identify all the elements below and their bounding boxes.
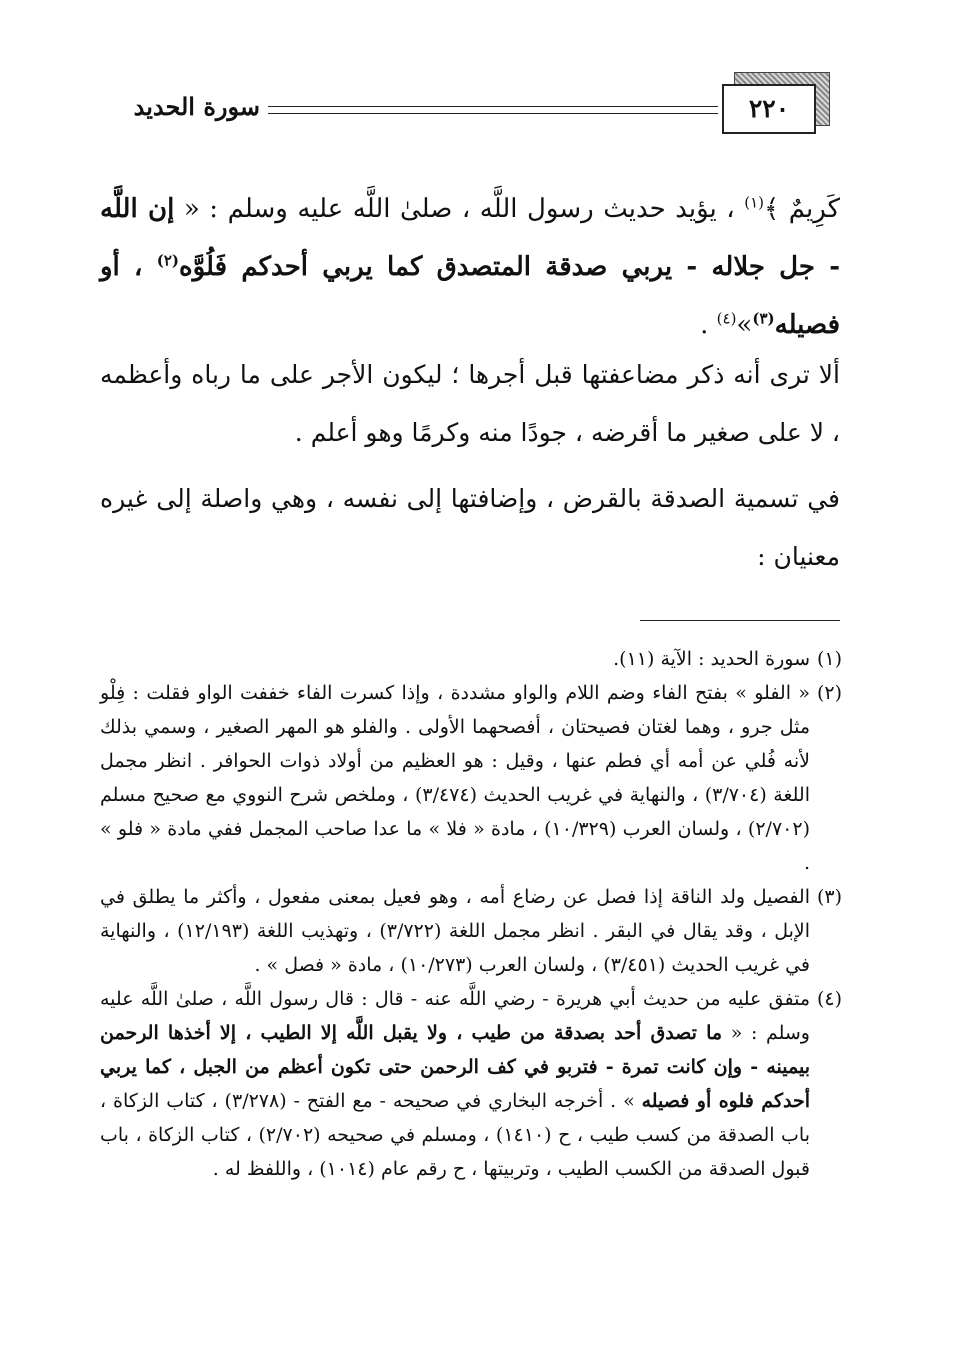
quran-bracket: ﴾ — [763, 194, 789, 224]
footnote-1 — [100, 642, 842, 676]
hadith-text: إن اللَّه - جل جلاله - يربي صدقة المتصدق كما يربي أحدكم فَلُوَّه — [100, 194, 840, 282]
surah-title: سورة الحديد — [133, 92, 260, 121]
footnote-text: متفق عليه من حديث أبي هريرة - رضي اللَّه عنه - قال : قال رسول اللَّه ، صلىٰ اللَّه عليه وسلم : « — [100, 988, 810, 1044]
footnote-ref-2: (٢) — [156, 251, 179, 270]
text-run: ، — [119, 252, 157, 282]
footnote-number: (٢) — [816, 682, 842, 704]
body-paragraph-1 — [100, 180, 840, 354]
footnote-3 — [100, 880, 842, 982]
footnote-2 — [100, 676, 842, 880]
text-run: . — [700, 310, 717, 340]
footnote-number: (٣) — [816, 886, 842, 908]
footnote-4 — [100, 982, 842, 1186]
footnote-text: » . أخرجه البخاري في صحيحه - مع الفتح - (٣/٢٧٨) ، كتاب الزكاة ، باب الصدقة من كسب طيب ، ح (١٤١٠) ، ومسلم في صحيحه (٢/٧٠٢) ، كتاب الزكاة ، باب قبول الصدقة من الكسب الطيب ، وتربيتها ، ح رقم عام (١٠١٤) ، واللفظ له . — [100, 1090, 810, 1180]
footnote-text: « الفلو » بفتح الفاء وضم اللام والواو مشددة ، وإذا كسرت الفاء خففت الواو فقلت : فِلْو مثل جرو ، وهما لغتان فصيحتان ، أفصحهما الأولى . والفلو هو المهر الصغير ، وسمي بذلك لأنه فُلي عن أمه أي فطم عنها ، وقيل : هو العظيم من أولاد ذوات الحوافر . انظر مجمل اللغة (٣/٧٠٤) ، والنهاية في غريب الحديث (٣/٤٧٤) ، وملخص شرح النووي مع صحيح مسلم (٢/٧٠٢) ، ولسان العرب (١٠/٣٢٩) ، مادة « فلا » ما عدا صاحب المجمل ففي مادة « فلو » . — [100, 682, 810, 874]
footnote-number: (٤) — [816, 988, 842, 1010]
footnote-text: سورة الحديد : الآية (١١). — [613, 648, 810, 670]
footnote-ref-1: (١) — [744, 193, 764, 212]
page-number: ٢٢٠ — [722, 84, 816, 134]
closing-quote: » — [736, 310, 753, 340]
text-run: ، يؤيد حديث رسول اللَّه ، صلىٰ اللَّه عليه وسلم : « — [174, 194, 745, 224]
footnote-separator — [640, 620, 840, 621]
footnote-ref-3: (٣) — [752, 309, 775, 328]
header-rule — [268, 106, 718, 114]
body-paragraph-2: ألا ترى أنه ذكر مضاعفتها قبل أجرها ؛ ليكون الأجر على ما رباه وأعظمه ، لا على صغير ما أقرضه ، جودًا منه وكرمًا وهو أعلم . — [100, 360, 840, 447]
footnote-ref-4: (٤) — [716, 309, 737, 328]
footnote-text: الفصيل ولد الناقة إذا فصل عن رضاع أمه ، وهو فعيل بمعنى مفعول ، وأكثر ما يطلق في الإبل ، وقد يقال في البقر . انظر مجمل اللغة (٣/٧٢٢) ، وتهذيب اللغة (١٢/١٩٣) ، والنهاية في غريب الحديث (٣/٤٥١) ، ولسان العرب (١٠/٢٧٣) ، مادة « فصل » . — [100, 886, 810, 976]
footnote-number: (١) — [816, 648, 842, 670]
footnotes — [100, 642, 842, 1186]
quran-word: كَرِيمٌ — [788, 194, 841, 224]
body-paragraph-3: في تسمية الصدقة بالقرض ، وإضافتها إلى نفسه ، وهي واصلة إلى غيره معنيان : — [100, 484, 840, 571]
hadith-text-end: أو فصيله — [100, 252, 840, 340]
footnote-hadith-text: ما تصدق أحد بصدقة من طيب ، ولا يقبل اللَّه إلا الطيب ، إلا أخذها الرحمن بيمينه - وإن كانت تمرة - فتربو في كف الرحمن حتى تكون أعظم من الجبل ، كما يربي أحدكم فلوه أو فصيله — [100, 1022, 810, 1112]
